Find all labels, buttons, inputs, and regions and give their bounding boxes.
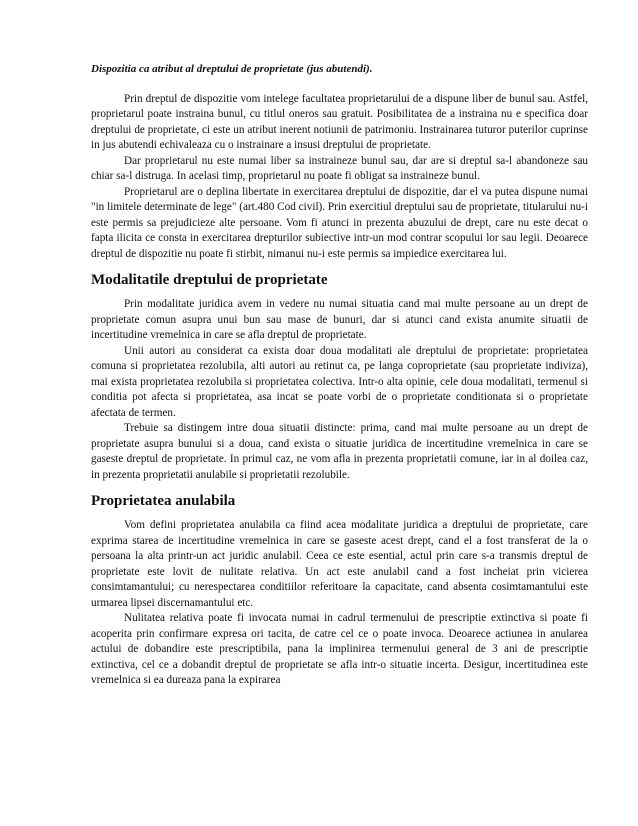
paragraph: Vom defini proprietatea anulabila ca fiind acea modalitate juridica a dreptului de proprietate, care exprima starea de incertitudine vremelnica in care se gaseste acest drept, cand el a fost transferat de la o persoana la alta printr-un act juridic anulabil. Ceea ce este esential, actul prin care s-a transmis dreptul de proprietate este lovit de nulitate relativa. Un act este anulabil cand a fost incheiat prin vicierea consimtamantului; cu nerespectarea conditiilor referitoare la capacitate, cand absenta cosimtamantului este urmarea lipsei discernamantului etc. xyxy=(91,519,588,609)
paragraph: Nulitatea relativa poate fi invocata numai in cadrul termenului de prescriptie extinctiva si poate fi acoperita prin confirmare expresa ori tacita, de catre cel ce o poate invoca. Deoarece actiunea in anularea actului de dobandire este prescriptibila, pana la implinirea termenului general de 3 ani de prescriptie extinctiva, cel ce a dobandit dreptul de proprietate se afla intr-o situatie incerta. Desigur, incertitudinea este vremelnica si ea dureaza pana la expirarea xyxy=(91,612,588,686)
heading-modalitatile: Modalitatile dreptului de proprietate xyxy=(91,272,328,288)
document-page xyxy=(91,62,588,689)
heading-proprietatea-anulabila: Proprietatea anulabila xyxy=(91,493,236,509)
section-title-dispozitia: Dispozitia ca atribut al dreptului de proprietate (jus abutendi). xyxy=(91,63,373,75)
paragraph: Trebuie sa distingem intre doua situatii distincte: prima, cand mai multe persoane au un drept de proprietate asupra bunului si a doua, cand exista o situatie juridica de incertitudine vremelnica in care se gaseste dreptul de proprietate. In primul caz, ne vom afla in prezenta proprietatii comune, iar in al doilea caz, in prezenta proprietatii anulabile si proprietatii rezolubile. xyxy=(91,422,588,481)
paragraph: Prin dreptul de dispozitie vom intelege facultatea proprietarului de a dispune liber de bunul sau. Astfel, proprietarul poate instraina bunul, cu titlul oneros sau gratuit. Posibilitatea de a instraina nu e specifica doar dreptului de proprietate, ci este un atribut inerent notiunii de patrimoniu. Instrainarea tuturor puterilor cuprinse in jus abutendi echivaleaza cu o instrainare a insusi dreptului de proprietate. xyxy=(91,92,588,151)
paragraph: Proprietarul are o deplina libertate in exercitarea dreptului de dispozitie, dar el va putea dispune numai "in limitele determinate de lege" (art.480 Cod civil). Prin exercitiul dreptului sau de proprietate, titularului nu-i este permis sa prejudicieze alte persoane. Vom fi atunci in prezenta abuzului de drept, care nu este decat o fapta ilicita ce consta in exercitarea drepturilor subiective intr-un mod contrar scopului lor sau legii. Deoarece dreptul de dispozitie nu poate fi stirbit, nimanui nu-i este permis sa impiedice exercitarea lui. xyxy=(91,185,588,260)
paragraph: Dar proprietarul nu este numai liber sa instraineze bunul sau, dar are si dreptul sa-l abandoneze sau chiar sa-l distruga. In acelasi timp, proprietarul nu poate fi obligat sa instraineze bunul. xyxy=(91,154,588,182)
paragraph: Unii autori au considerat ca exista doar doua modalitati ale dreptului de proprietate: proprietatea comuna si proprietatea rezolubila, alti autori au retinut ca, pe langa coproprietate (sau proprietate indiviza), mai exista proprietatea rezolubila si proprietatea colectiva. Intr-o alta opinie, cele doua modalitati, termenul si conditia pot afecta si proprietatea, asa incat se poate vorbi de o proprietate conditionata si o proprietate afectata de termen. xyxy=(91,344,588,419)
paragraph: Prin modalitate juridica avem in vedere nu numai situatia cand mai multe persoane au un drept de proprietate comun asupra unui bun sau mase de bunuri, dar si atunci cand exista anumite situatii de incertitudine vremelnica in care se afla dreptul de proprietate. xyxy=(91,298,588,341)
